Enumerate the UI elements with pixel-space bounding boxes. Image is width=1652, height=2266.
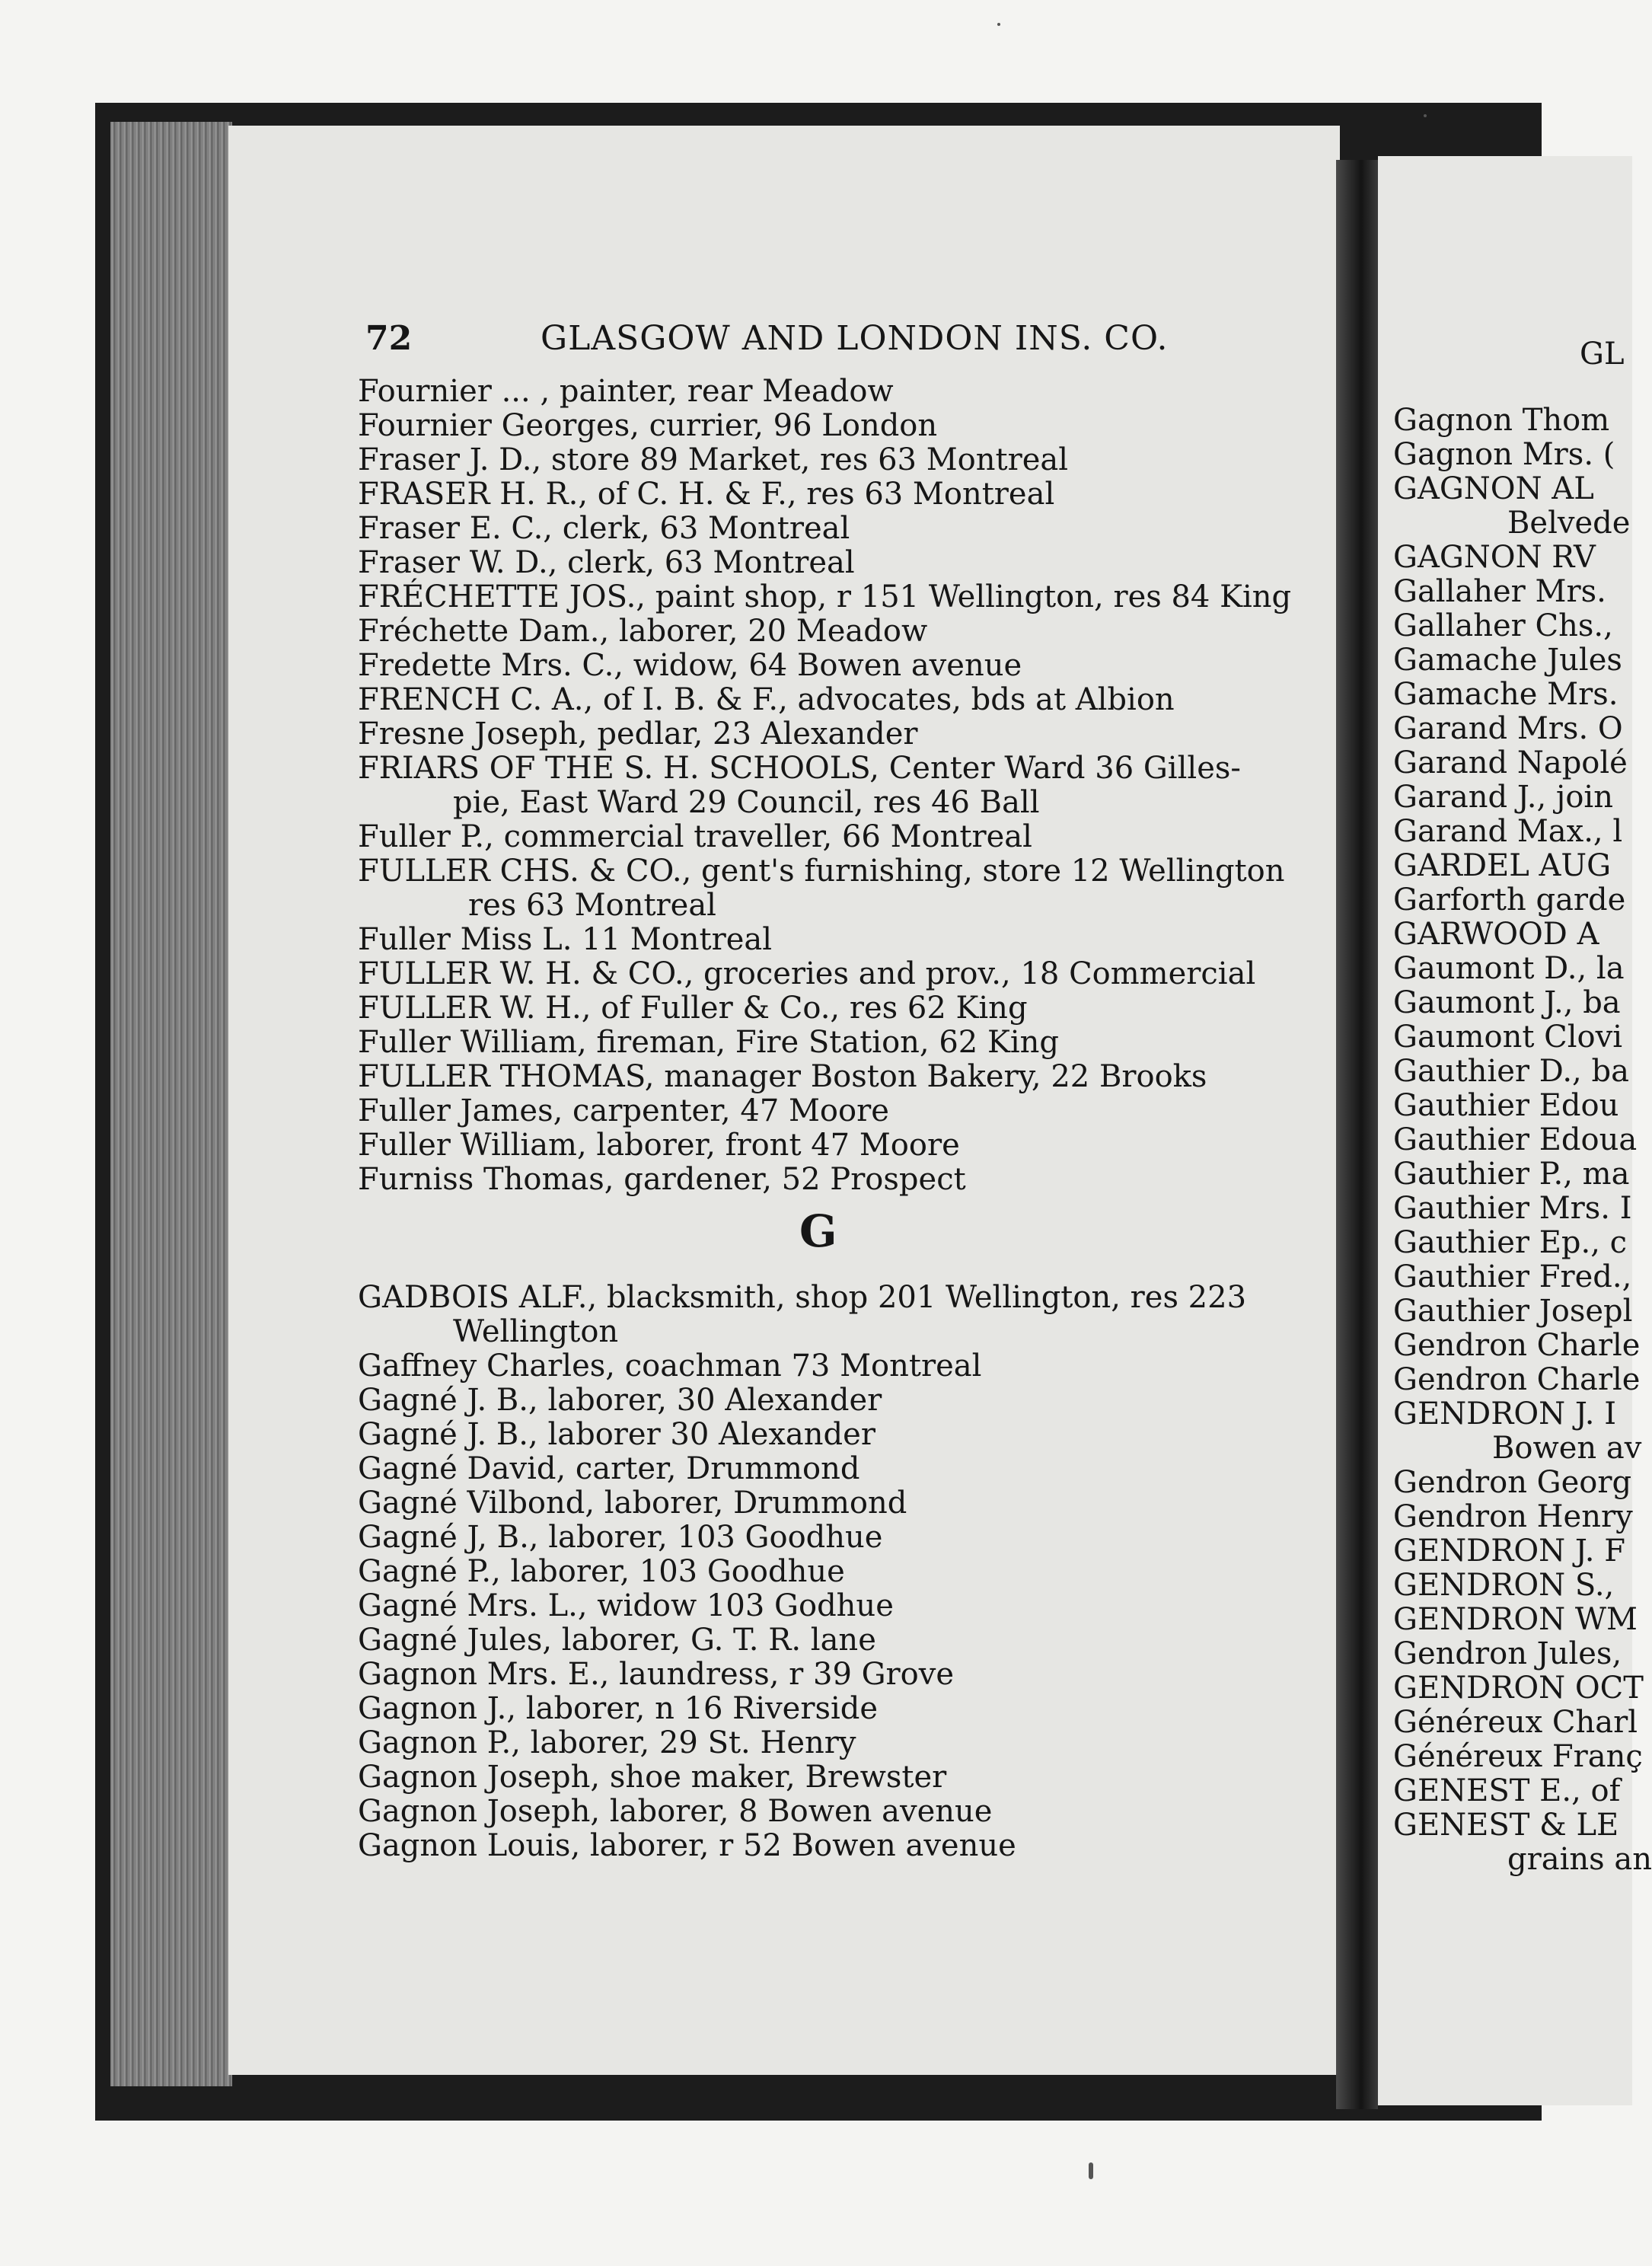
directory-entry: Fraser W. D., clerk, 63 Montreal — [358, 545, 855, 580]
directory-entry: Fresne Joseph, pedlar, 23 Alexander — [358, 717, 918, 752]
directory-entry: Gaumont Clovi — [1393, 1020, 1622, 1055]
directory-entry: Gagnon Joseph, laborer, 8 Bowen avenue — [358, 1794, 993, 1829]
directory-entry: FRASER H. R., of C. H. & F., res 63 Montreal — [358, 477, 1055, 512]
book-gutter — [1336, 160, 1378, 2109]
directory-entry: Gendron Georg — [1393, 1465, 1632, 1500]
directory-entry: Gagnon Thom — [1393, 403, 1610, 438]
page-number: 72 — [365, 319, 413, 358]
directory-entry: Garand Napolé — [1393, 745, 1628, 780]
directory-entry: Gaumont D., la — [1393, 951, 1625, 986]
directory-entry: FULLER W. H. & CO., groceries and prov., 18 Commercial — [358, 956, 1256, 991]
directory-entry: Gendron Charle — [1393, 1362, 1641, 1397]
directory-entry: Généreux Franç — [1393, 1739, 1643, 1774]
directory-entry: GENEST & LE — [1393, 1808, 1619, 1843]
directory-entry: Fuller William, laborer, front 47 Moore — [358, 1128, 960, 1163]
directory-entry-continuation: grains an — [1507, 1842, 1652, 1877]
directory-entry: Garand Max., l — [1393, 814, 1623, 849]
directory-entry: GAGNON AL — [1393, 471, 1594, 506]
directory-entry: Fuller William, fireman, Fire Station, 62 King — [358, 1025, 1060, 1060]
directory-entry: Fuller P., commercial traveller, 66 Montreal — [358, 819, 1032, 854]
directory-entry: Gamache Jules — [1393, 643, 1622, 678]
directory-entry: Gauthier D., ba — [1393, 1054, 1629, 1089]
directory-entry: Fournier Georges, currier, 96 London — [358, 408, 938, 443]
directory-entry: Gallaher Mrs. — [1393, 574, 1606, 609]
directory-entry: FRÉCHETTE JOS., paint shop, r 151 Wellington, res 84 King — [358, 579, 1292, 614]
directory-entry: FULLER CHS. & CO., gent's furnishing, store 12 Wellington — [358, 854, 1285, 889]
page-edges — [110, 122, 232, 2086]
directory-entry-continuation: res 63 Montreal — [468, 888, 716, 923]
directory-entry: Gagné J, B., laborer, 103 Goodhue — [358, 1520, 883, 1555]
directory-entry: Gauthier Edoua — [1393, 1122, 1638, 1157]
directory-entry: GADBOIS ALF., blacksmith, shop 201 Wellington, res 223 — [358, 1280, 1247, 1315]
dust-speck — [1089, 2162, 1093, 2179]
directory-entry: Garand Mrs. O — [1393, 711, 1623, 746]
directory-entry: GARWOOD A — [1393, 917, 1599, 952]
directory-entry: FRIARS OF THE S. H. SCHOOLS, Center Ward 36 Gilles- — [358, 751, 1241, 786]
dust-speck — [997, 23, 1000, 26]
right-running-head: GL — [1580, 337, 1625, 372]
directory-entry: Gendron Henry — [1393, 1499, 1633, 1534]
directory-entry: Gagnon Joseph, shoe maker, Brewster — [358, 1760, 947, 1795]
directory-entry: Fuller James, carpenter, 47 Moore — [358, 1093, 889, 1128]
directory-entry-continuation: Wellington — [453, 1314, 619, 1349]
directory-entry: Gagnon Mrs. E., laundress, r 39 Grove — [358, 1657, 955, 1692]
directory-entries-f — [358, 375, 1317, 1262]
directory-entry: Gauthier Ep., c — [1393, 1225, 1628, 1260]
directory-entry: Gamache Mrs. — [1393, 677, 1619, 712]
directory-entry: GENDRON J. F — [1393, 1534, 1625, 1569]
directory-entry: Gagnon Louis, laborer, r 52 Bowen avenue — [358, 1828, 1016, 1863]
directory-entry: Gaumont J., ba — [1393, 985, 1621, 1020]
directory-entry: Gauthier Fred., — [1393, 1259, 1632, 1294]
right-page-entries — [1393, 403, 1652, 1877]
directory-entry: Gallaher Chs., — [1393, 608, 1613, 643]
directory-entry: Gauthier P., ma — [1393, 1157, 1630, 1192]
directory-entry: Gagné David, carter, Drummond — [358, 1451, 860, 1486]
directory-entry: Fraser J. D., store 89 Market, res 63 Montreal — [358, 442, 1069, 477]
directory-entry: Gauthier Edou — [1393, 1088, 1619, 1123]
directory-entry: Gagnon P., laborer, 29 St. Henry — [358, 1725, 856, 1760]
directory-entry: GARDEL AUG — [1393, 848, 1612, 883]
directory-entry: Fraser E. C., clerk, 63 Montreal — [358, 511, 850, 546]
directory-entry: GAGNON RV — [1393, 540, 1596, 575]
running-head: GLASGOW AND LONDON INS. CO. — [541, 319, 1169, 358]
directory-entry: Fournier ... , painter, rear Meadow — [358, 374, 894, 409]
section-letter: G — [799, 1205, 837, 1257]
directory-entry: Gauthier Josepl — [1393, 1294, 1633, 1329]
directory-entry: GENDRON S., — [1393, 1568, 1615, 1603]
directory-entry: GENEST E., of — [1393, 1773, 1621, 1808]
directory-entry: Gendron Charle — [1393, 1328, 1641, 1363]
directory-entry: FRENCH C. A., of I. B. & F., advocates, bds at Albion — [358, 682, 1175, 717]
directory-entry: Fréchette Dam., laborer, 20 Meadow — [358, 614, 928, 649]
directory-entry: Fuller Miss L. 11 Montreal — [358, 922, 773, 957]
directory-entry: Gauthier Mrs. I — [1393, 1191, 1632, 1226]
directory-entry: Gagné J. B., laborer 30 Alexander — [358, 1417, 875, 1452]
directory-entry-continuation: Bowen av — [1492, 1431, 1642, 1466]
directory-entry-continuation: pie, East Ward 29 Council, res 46 Ball — [453, 785, 1040, 820]
dust-speck — [1424, 114, 1427, 117]
directory-entries-g — [358, 1281, 1317, 1863]
directory-entry: GENDRON J. I — [1393, 1396, 1617, 1431]
directory-entry: Garand J., join — [1393, 780, 1613, 815]
directory-entry: Garforth garde — [1393, 882, 1626, 918]
directory-entry: Gagnon Mrs. ( — [1393, 437, 1615, 472]
directory-entry: FULLER THOMAS, manager Boston Bakery, 22 Brooks — [358, 1059, 1207, 1094]
directory-entry: Gagné Vilbond, laborer, Drummond — [358, 1486, 907, 1521]
directory-entry: Gaffney Charles, coachman 73 Montreal — [358, 1348, 982, 1384]
directory-entry: Gagné J. B., laborer, 30 Alexander — [358, 1383, 882, 1418]
directory-entry: FULLER W. H., of Fuller & Co., res 62 King — [358, 991, 1028, 1026]
directory-entry: Gendron Jules, — [1393, 1636, 1622, 1671]
directory-entry-continuation: Belvede — [1507, 506, 1631, 541]
directory-entry: Gagnon J., laborer, n 16 Riverside — [358, 1691, 879, 1726]
directory-entry: Gagné Mrs. L., widow 103 Godhue — [358, 1588, 894, 1623]
directory-entry: Furniss Thomas, gardener, 52 Prospect — [358, 1162, 966, 1197]
directory-entry: Gagné Jules, laborer, G. T. R. lane — [358, 1623, 876, 1658]
directory-entry: Généreux Charl — [1393, 1705, 1638, 1740]
directory-entry: Fredette Mrs. C., widow, 64 Bowen avenue — [358, 648, 1022, 683]
directory-entry: Gagné P., laborer, 103 Goodhue — [358, 1554, 845, 1589]
directory-entry: GENDRON OCT — [1393, 1671, 1644, 1706]
page-header — [365, 312, 1309, 365]
directory-entry: GENDRON WM — [1393, 1602, 1638, 1637]
